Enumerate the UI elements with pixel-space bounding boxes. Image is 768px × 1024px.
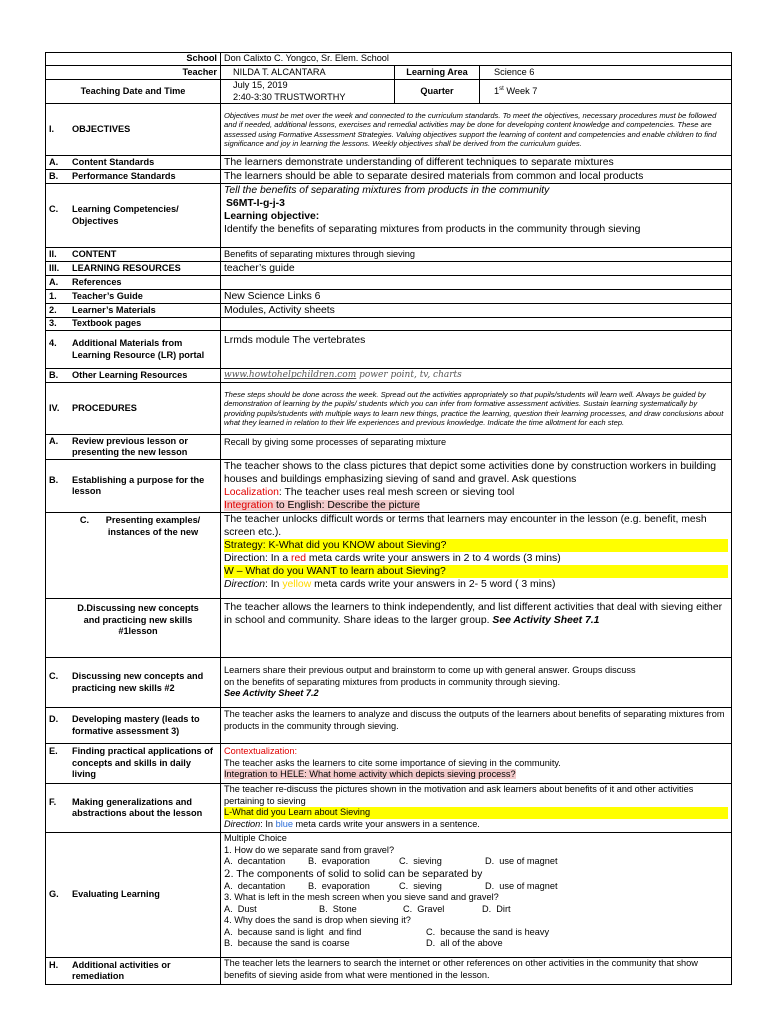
- hele-integration: Integration to HELE: What home activity which depicts sieving process?: [224, 769, 516, 780]
- practical-label: [46, 744, 221, 784]
- evaluating-row: [46, 833, 732, 958]
- q2-choice-a: A. decantation: [224, 880, 286, 891]
- content-standards-num: A.: [49, 156, 59, 167]
- direction2-color: yellow: [282, 579, 312, 590]
- q3-choice-b: B. Stone: [319, 903, 357, 914]
- mastery-num: D.: [49, 714, 59, 724]
- competencies-label: [46, 184, 221, 248]
- learners-materials-text: Modules, Activity sheets: [221, 304, 732, 318]
- question-4-choices-row2: [224, 938, 728, 950]
- purpose-description: The teacher shows to the class pictures that depict some activities done by construction workers in building houses and buildings emphasizing sieving of sand and gravel. Ask questions: [224, 461, 717, 485]
- discussing2-title: Discussing new concepts and practicing new skills #2: [72, 671, 204, 693]
- mastery-title: Developing mastery (leads to formative assessment 3): [72, 714, 200, 736]
- purpose-num: B.: [49, 474, 59, 485]
- question-3-choices: [224, 904, 728, 916]
- quarter-value: [480, 80, 732, 104]
- teachers-guide-row: [46, 290, 732, 304]
- practical-description: The teacher asks the learners to cite some importance of sieving in the community.: [224, 757, 561, 768]
- content-num: II.: [49, 248, 57, 259]
- other-resources-row: [46, 369, 732, 383]
- additional-materials-num: 4.: [49, 338, 57, 348]
- purpose-title: Establishing a purpose for the lesson: [72, 474, 205, 496]
- additional-title: Additional activities or remediation: [72, 959, 171, 981]
- performance-standards-num: B.: [49, 170, 59, 181]
- q2-choice-d: D. use of magnet: [485, 880, 558, 891]
- learners-materials-label: [46, 304, 221, 318]
- school-label: School: [46, 53, 221, 66]
- q1-choice-a: A. decantation: [224, 856, 286, 866]
- learners-materials-row: [46, 304, 732, 318]
- discussing1-description: The teacher allows the learners to think independently, and list different activities that deal with sieving either in school and community. Share ideas to the larger group.: [224, 602, 723, 626]
- objectives-num: I.: [49, 123, 55, 134]
- question-3: 3. What is left in the mesh screen when you sieve sand and gravel?: [224, 892, 499, 902]
- additional-materials-label: [46, 331, 221, 369]
- date-line2: 2:40-3:30 TRUSTWORTHY: [233, 91, 346, 102]
- content-label: [46, 248, 221, 262]
- content-standards-label: [46, 156, 221, 170]
- textbook-title: Textbook pages: [72, 318, 142, 329]
- contextualization-label: Contextualization:: [224, 746, 298, 757]
- discussing1-text: [221, 599, 732, 658]
- performance-standards-row: [46, 170, 732, 184]
- procedures-title: PROCEDURES: [72, 402, 137, 413]
- mastery-row: [46, 708, 732, 744]
- learning-area-value: Science 6: [480, 66, 732, 80]
- practical-text: [221, 744, 732, 784]
- procedures-row: [46, 383, 732, 435]
- localization-line: [224, 486, 728, 499]
- quarter-rest: Week 7: [503, 85, 538, 96]
- q4-choice-b: B. because the sand is coarse: [224, 938, 350, 948]
- q4-choice-c: C. because the sand is heavy: [426, 926, 550, 937]
- integration-label: Integration: [224, 500, 274, 511]
- other-resources-title: Other Learning Resources: [72, 369, 188, 380]
- competencies-title: Learning Competencies/ Objectives: [72, 204, 179, 226]
- presenting-text: [221, 513, 732, 599]
- additional-num: H.: [49, 959, 59, 970]
- discussing1-label: D.Discussing new concepts and practicing new skills #1lesson: [46, 599, 221, 658]
- strategy-line: Strategy: K-What did you KNOW about Sieving?: [224, 539, 728, 552]
- mastery-label: [46, 708, 221, 744]
- textbook-row: [46, 318, 732, 331]
- discussing1-see: See Activity Sheet 7.1: [492, 615, 600, 626]
- textbook-label: [46, 318, 221, 331]
- competencies-text: [221, 184, 732, 248]
- presenting-num: C.: [79, 515, 89, 525]
- generalizations-row: [46, 784, 732, 833]
- objectives-title: OBJECTIVES: [72, 123, 131, 134]
- quarter-sup: st: [499, 85, 504, 92]
- q1-choice-d: D. use of magnet: [485, 856, 558, 866]
- procedures-text: These steps should be done across the week. Spread out the activities appropriately so that pupils/students will learn well. Always be guided by demonstration of learning by the pupils/ students which you can infer from formative assessment activities. Sustain learning systematically by providing pupils/students with multiple ways to learn new things, practice the learning, question their learning processes, and draw conclusions about what they learned in relation to their life experiences and previous knowledge. Indicate the time allotment for each step.: [221, 383, 732, 435]
- discussing2-see: See Activity Sheet 7.2: [224, 688, 319, 699]
- question-1: 1. How do we separate sand from gravel?: [224, 844, 395, 855]
- additional-materials-title: Additional Materials from Learning Resource (LR) portal: [72, 338, 205, 360]
- discussing2-description: Learners share their previous output and brainstorm to come up with general answer. Groups discuss: [224, 665, 636, 676]
- integration-text: to English: Describe the picture: [273, 500, 420, 511]
- resources-num: III.: [49, 262, 60, 273]
- generalizations-label: [46, 784, 221, 833]
- review-text: Recall by giving some processes of separating mixture: [221, 435, 732, 460]
- textbook-num: 3.: [49, 318, 57, 329]
- teachers-guide-label: [46, 290, 221, 304]
- review-row: [46, 435, 732, 460]
- direction2-mid: : In: [265, 579, 283, 590]
- competency-line1: Tell the benefits of separating mixtures from products in the community: [224, 185, 550, 196]
- generalizations-dir-mid: : In: [260, 818, 276, 829]
- competency-code: S6MT-I-g-j-3: [226, 198, 285, 209]
- learning-objective-text: Identify the benefits of separating mixtures from products in the community through sieving: [224, 224, 641, 235]
- purpose-row: [46, 460, 732, 513]
- direction2-label: Direction: [224, 579, 265, 590]
- question-4-choices-row1: [224, 927, 728, 939]
- direction2-line: [224, 578, 728, 591]
- teachers-guide-num: 1.: [49, 290, 57, 301]
- daily-lesson-log-table: [45, 52, 732, 985]
- direction1-post: meta cards write your answers in 2 to 4 words (3 mins): [306, 553, 561, 564]
- q3-choice-d: D. Dirt: [482, 903, 511, 914]
- evaluating-num: G.: [49, 889, 59, 900]
- performance-standards-text: The learners should be able to separate desired materials from common and local products: [221, 170, 732, 184]
- resources-title: LEARNING RESOURCES: [72, 262, 181, 273]
- content-standards-title: Content Standards: [72, 156, 155, 167]
- quarter-label: Quarter: [395, 80, 480, 104]
- presenting-title: Presenting examples/ instances of the new: [105, 515, 201, 537]
- q2-choice-b: B. evaporation: [308, 880, 370, 891]
- school-row: [46, 53, 732, 66]
- content-title: CONTENT: [72, 248, 117, 259]
- learners-materials-title: Learner’s Materials: [72, 304, 156, 315]
- generalizations-dir-post: meta cards write your answers in a sentence.: [292, 818, 480, 829]
- q4-choice-a: A. because sand is light and find: [224, 926, 362, 937]
- additional-row: [46, 958, 732, 985]
- teachers-guide-title: Teacher’s Guide: [72, 290, 143, 301]
- practical-row: [46, 744, 732, 784]
- school-value: Don Calixto C. Yongco, Sr. Elem. School: [221, 53, 732, 66]
- additional-text: The teacher lets the learners to search the internet or other references on other activities in the community that show benefits of sieving aside from what were mentioned in the lesson.: [221, 958, 732, 985]
- presenting-label: [46, 513, 221, 599]
- resource-extra: power point, tv, charts: [356, 370, 462, 381]
- mastery-text: The teacher asks the learners to analyze and discuss the outputs of the learners about benefits of separating mixtures from products in the community through sieving.: [221, 708, 732, 744]
- teacher-row: [46, 66, 732, 80]
- objectives-label: [46, 104, 221, 156]
- review-title: Review previous lesson or presenting the new lesson: [72, 435, 188, 457]
- other-resources-text: [221, 369, 732, 383]
- generalizations-dir-label: Direction: [224, 818, 261, 829]
- content-text: Benefits of separating mixtures through sieving: [221, 248, 732, 262]
- localization-text: : The teacher uses real mesh screen or sieving tool: [278, 487, 515, 498]
- integration-highlight: [224, 500, 420, 511]
- discussing1-row: [46, 599, 732, 658]
- additional-materials-row: [46, 331, 732, 369]
- learn-line: L-What did you Learn about Sieving: [224, 807, 728, 819]
- discussing2-num: C.: [49, 671, 59, 681]
- additional-materials-text: Lrmds module The vertebrates: [221, 331, 732, 369]
- date-value: [221, 80, 395, 104]
- discussing2-description2: on the benefits of separating mixtures from products in community through sieving.: [224, 676, 561, 687]
- q3-choice-a: A. Dust: [224, 903, 257, 914]
- references-label: [46, 276, 221, 290]
- q2-choice-c: C. sieving: [399, 880, 442, 891]
- direction1-pre: Direction: In a: [224, 553, 291, 564]
- localization-label: Localization: [224, 487, 279, 498]
- references-num: A.: [49, 276, 59, 287]
- practical-title: Finding practical applications of concepts and skills in daily living: [72, 746, 213, 780]
- discussing2-row: [46, 658, 732, 708]
- references-row: [46, 276, 732, 290]
- objectives-row: [46, 104, 732, 156]
- content-standards-row: [46, 156, 732, 170]
- content-row: [46, 248, 732, 262]
- direction1-line: [224, 552, 728, 565]
- content-standards-text: The learners demonstrate understanding of different techniques to separate mixtures: [221, 156, 732, 170]
- purpose-text: [221, 460, 732, 513]
- purpose-label: [46, 460, 221, 513]
- procedures-label: [46, 383, 221, 435]
- competencies-num: C.: [49, 204, 59, 214]
- teacher-label: Teacher: [46, 66, 221, 80]
- additional-label: [46, 958, 221, 985]
- other-resources-label: [46, 369, 221, 383]
- performance-standards-label: [46, 170, 221, 184]
- quarter-num: 1: [494, 85, 500, 96]
- direction1-color: red: [291, 553, 307, 564]
- references-title: References: [72, 276, 122, 287]
- evaluating-title: Evaluating Learning: [72, 889, 160, 900]
- learning-objective-label: Learning objective:: [224, 211, 320, 222]
- discussing2-text: [221, 658, 732, 708]
- question-2-choices: [224, 881, 728, 893]
- review-label: [46, 435, 221, 460]
- resources-text: teacher’s guide: [221, 262, 732, 276]
- resources-label: [46, 262, 221, 276]
- textbook-text: [221, 318, 732, 331]
- resources-row: [46, 262, 732, 276]
- objectives-text: Objectives must be met over the week and connected to the curriculum standards. To meet the objectives, necessary procedures must be followed and if needed, additional lessons, exercises and remedial activities may be done for developing content knowledge and competencies. These are assessed using Formative Assessment Strategies. Valuing objectives support the learning of content and competencies and enable children to find significance and joy in learning the lessons. Weekly objectives shall be derived from the curriculum guides.: [221, 104, 732, 156]
- review-num: A.: [49, 435, 59, 446]
- date-row: [46, 80, 732, 104]
- teachers-guide-text: New Science Links 6: [221, 290, 732, 304]
- question-2-text: . The components of solid to solid can be separated by: [230, 868, 483, 880]
- quiz-title: Multiple Choice: [224, 833, 287, 843]
- question-2-num: 2: [224, 867, 231, 880]
- generalizations-title: Making generalizations and abstractions about the lesson: [72, 796, 203, 818]
- presenting-description: The teacher unlocks difficult words or terms that learners may encounter in the lesson (e.g. benefit, mesh screen etc.).: [224, 514, 707, 538]
- q1-choice-c: C. sieving: [399, 856, 442, 866]
- references-text: [221, 276, 732, 290]
- discussing2-label: [46, 658, 221, 708]
- want-line: W – What do you WANT to learn about Sieving?: [224, 565, 728, 578]
- question-1-choices: [224, 856, 728, 868]
- direction2-post: meta cards write your answers in 2- 5 word ( 3 mins): [311, 579, 556, 590]
- generalizations-text: [221, 784, 732, 833]
- q1-choice-b: B. evaporation: [308, 856, 370, 866]
- learning-area-label: Learning Area: [395, 66, 480, 80]
- presenting-row: [46, 513, 732, 599]
- generalizations-direction: [224, 819, 728, 831]
- evaluating-label: [46, 833, 221, 958]
- resource-link[interactable]: www.howtohelpchildren.com: [224, 370, 357, 381]
- question-4: 4. Why does the sand is drop when sieving it?: [224, 915, 411, 925]
- practical-num: E.: [49, 746, 58, 757]
- question-2: [224, 868, 728, 881]
- generalizations-description: The teacher re-discuss the pictures shown in the motivation and ask learners about benefits of it and other activities pertaining to sieving: [224, 784, 694, 806]
- date-label: Teaching Date and Time: [46, 80, 221, 104]
- competencies-row: [46, 184, 732, 248]
- evaluating-quiz: [221, 833, 732, 958]
- other-resources-num: B.: [49, 369, 59, 380]
- generalizations-dir-color: blue: [275, 818, 293, 829]
- hele-line: [224, 769, 728, 781]
- q4-choice-d: D. all of the above: [426, 938, 503, 948]
- performance-standards-title: Performance Standards: [72, 170, 176, 181]
- teacher-value: NILDA T. ALCANTARA: [221, 66, 395, 80]
- learners-materials-num: 2.: [49, 304, 57, 315]
- q3-choice-c: C. Gravel: [403, 903, 445, 914]
- integration-line: [224, 499, 728, 512]
- procedures-num: IV.: [49, 402, 60, 413]
- date-line1: July 15, 2019: [233, 80, 288, 90]
- generalizations-num: F.: [49, 796, 57, 807]
